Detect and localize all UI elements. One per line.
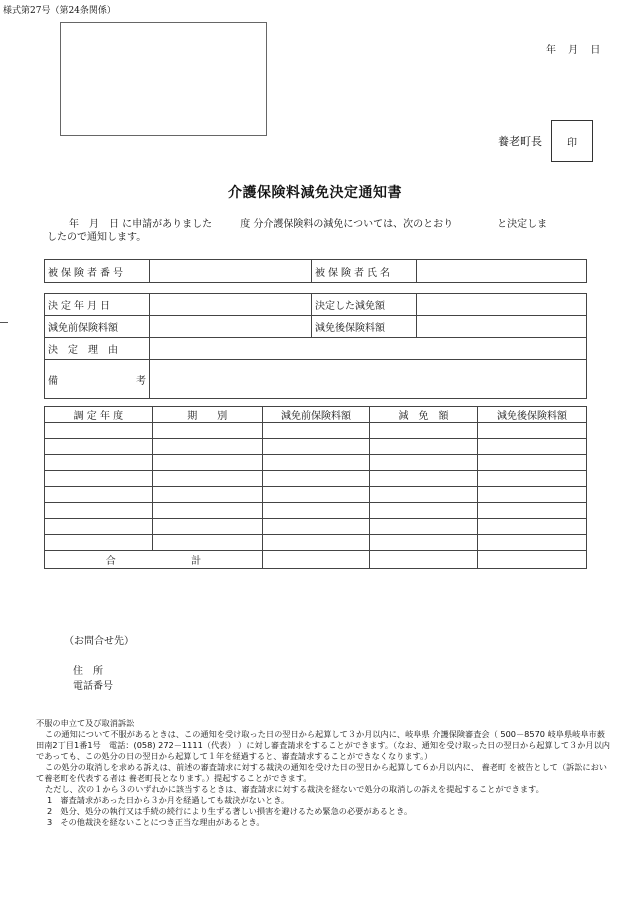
detail-cell xyxy=(370,535,478,551)
detail-cell xyxy=(477,535,586,551)
form-number: 様式第27号（第24条関係） xyxy=(3,6,116,16)
decision-table xyxy=(44,293,587,399)
intro-text xyxy=(47,218,607,244)
table-row xyxy=(45,423,587,439)
notice-paragraph-1: この通知について不服があるときは、この通知を受け取った日の翌日から起算して３か月以内に、岐阜県 介護保険審査会（ 500－8570 岐阜県岐阜市薮田南2丁目1番1号 電話：(058) 272－1111（代表） ）に対し審査請求をすることができます。（なお、通知を受け取った日の翌日から起算して３か月以内であっても、この処分の日の翌日から起算して１年を経過すると、審査請求することができなくなります。） xyxy=(36,729,610,761)
intro-line2: したので通知します。 xyxy=(47,232,147,243)
remarks-value xyxy=(150,360,587,399)
detail-cell xyxy=(45,471,153,487)
document-title: 介護保険料減免決定通知書 xyxy=(228,185,402,201)
detail-cell xyxy=(262,439,369,455)
total-cell xyxy=(262,551,369,569)
after-amount-value xyxy=(417,316,587,338)
total-cell xyxy=(370,551,478,569)
detail-header-4: 減免後保険料額 xyxy=(477,407,586,423)
detail-cell xyxy=(152,503,262,519)
detail-header-1: 期 別 xyxy=(152,407,262,423)
remarks-label xyxy=(45,360,150,399)
reason-value xyxy=(150,338,587,360)
detail-cell xyxy=(370,455,478,471)
detail-cell xyxy=(477,471,586,487)
detail-cell xyxy=(45,535,153,551)
detail-cell xyxy=(152,519,262,535)
detail-cell xyxy=(370,519,478,535)
detail-cell xyxy=(45,455,153,471)
intro-part-b: 度 分介護保険料の減免については、次のとおり xyxy=(240,219,454,230)
detail-cell xyxy=(477,455,586,471)
detail-cell xyxy=(45,503,153,519)
contact-phone-label: 電話番号 xyxy=(73,681,113,692)
notice-item: 1 審査請求があった日から３か月を経過しても裁決がないとき。 xyxy=(47,795,290,805)
issue-date: 年 月 日 xyxy=(546,45,601,56)
insured-number-label: 被保険者番号 xyxy=(45,260,150,283)
table-row xyxy=(45,487,587,503)
fold-mark xyxy=(0,322,8,323)
detail-cell xyxy=(45,519,153,535)
table-row xyxy=(45,535,587,551)
detail-cell xyxy=(477,423,586,439)
detail-cell xyxy=(262,487,369,503)
detail-cell xyxy=(152,439,262,455)
notice-item: 3 その他裁決を経ないことにつき正当な理由があるとき。 xyxy=(47,817,265,827)
table-row xyxy=(45,519,587,535)
table-row xyxy=(45,471,587,487)
detail-header-3: 減 免 額 xyxy=(370,407,478,423)
contact-address-label: 住所 xyxy=(73,666,113,677)
detail-cell xyxy=(45,487,153,503)
insured-name-value xyxy=(417,260,587,283)
decided-amount-value xyxy=(417,294,587,316)
detail-cell xyxy=(370,487,478,503)
detail-cell xyxy=(45,423,153,439)
detail-cell xyxy=(477,519,586,535)
before-amount-value xyxy=(150,316,312,338)
detail-cell xyxy=(477,503,586,519)
detail-cell xyxy=(45,439,153,455)
reason-label: 決 定 理 由 xyxy=(45,338,150,360)
total-label-b: 計 xyxy=(191,556,202,567)
appeal-notice xyxy=(36,718,611,828)
remarks-label-b: 考 xyxy=(136,375,146,387)
detail-cell xyxy=(262,503,369,519)
detail-cell xyxy=(477,487,586,503)
detail-cell xyxy=(262,455,369,471)
seal-label: 印 xyxy=(567,137,577,149)
table-row xyxy=(45,439,587,455)
decision-date-label: 決定年月日 xyxy=(45,294,150,316)
decision-date-value xyxy=(150,294,312,316)
total-cell xyxy=(477,551,586,569)
table-row xyxy=(45,455,587,471)
notice-item: 2 処分、処分の執行又は手続の続行により生ずる著しい損害を避けるため緊急の必要があるとき。 xyxy=(47,806,413,816)
decided-amount-label: 決定した減免額 xyxy=(312,294,417,316)
detail-cell xyxy=(152,487,262,503)
detail-cell xyxy=(152,535,262,551)
detail-cell xyxy=(370,503,478,519)
mayor-title: 養老町長 xyxy=(498,135,542,148)
intro-part-a: 年 月 日 に申請がありました xyxy=(69,219,213,230)
total-label-a: 合 xyxy=(105,556,116,567)
before-amount-label: 減免前保険料額 xyxy=(45,316,150,338)
detail-cell xyxy=(370,423,478,439)
detail-cell xyxy=(370,471,478,487)
seal-box xyxy=(551,120,593,162)
total-label xyxy=(45,551,263,569)
detail-cell xyxy=(262,423,369,439)
contact-heading: （お問合せ先） xyxy=(64,636,134,647)
detail-cell xyxy=(370,439,478,455)
detail-cell xyxy=(262,535,369,551)
notice-heading: 不服の申立て及び取消訴訟 xyxy=(36,718,135,728)
after-amount-label: 減免後保険料額 xyxy=(312,316,417,338)
detail-cell xyxy=(262,471,369,487)
notice-paragraph-3: ただし、次の１から３のいずれかに該当するときは、審査請求に対する裁決を経ないで処分の取消しの訴えを提起することができます。 xyxy=(45,784,544,794)
notice-paragraph-2: この処分の取消しを求める訴えは、前述の審査請求に対する裁決の通知を受けた日の翌日から起算して６か月以内に、 養老町 を被告として（訴訟において養老町を代表する者は 養老町長となります。）提起することができます。 xyxy=(36,762,607,783)
detail-cell xyxy=(152,471,262,487)
detail-cell xyxy=(477,439,586,455)
detail-cell xyxy=(152,423,262,439)
detail-cell xyxy=(152,455,262,471)
total-row xyxy=(45,551,587,569)
detail-header-0: 調 定 年 度 xyxy=(45,407,153,423)
amount-detail-table xyxy=(44,406,587,569)
table-row xyxy=(45,503,587,519)
insured-number-value xyxy=(150,260,312,283)
detail-cell xyxy=(262,519,369,535)
recipient-address-box xyxy=(60,22,267,136)
intro-part-c: と決定しま xyxy=(497,219,548,230)
insured-name-label: 被保険者氏名 xyxy=(312,260,417,283)
detail-header-2: 減免前保険料額 xyxy=(262,407,369,423)
insured-table xyxy=(44,259,587,283)
remarks-label-a: 備 xyxy=(48,375,58,387)
